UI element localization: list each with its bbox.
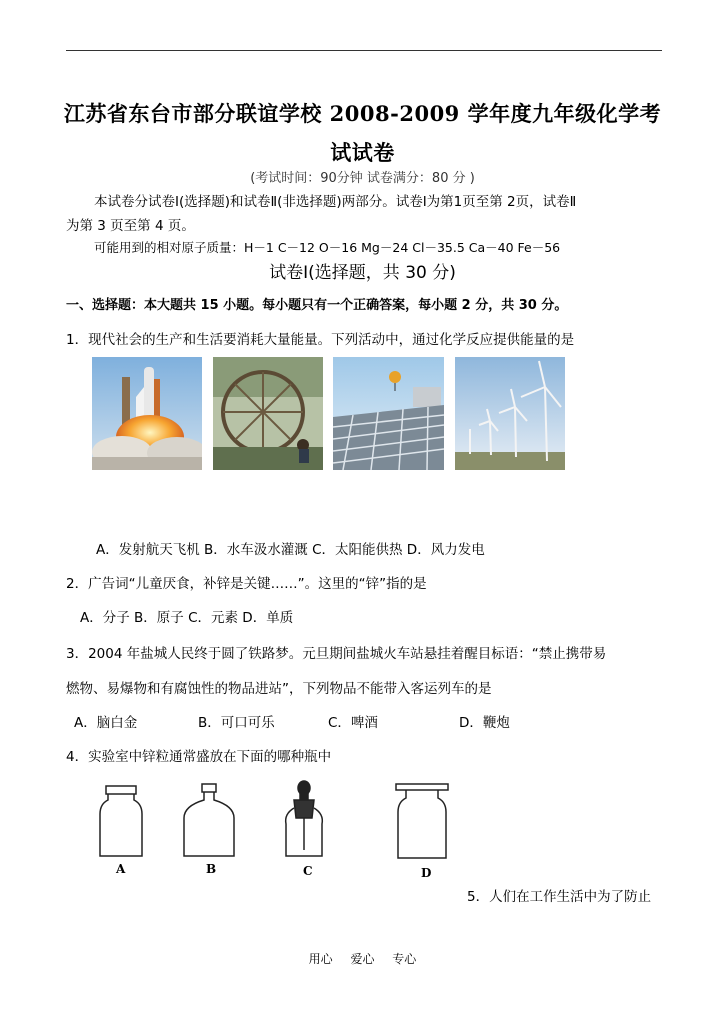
dropper-bottle-icon xyxy=(286,781,323,856)
page-footer: 用心 爱心 专心 xyxy=(308,952,417,966)
bottle-diagrams xyxy=(94,780,454,870)
atomic-masses: 可能用到的相对原子质量：H－1 C－12 O－16 Mg－24 Cl－35.5 Ca－40 Fe－56 xyxy=(94,240,561,255)
bottle-label-d: D xyxy=(421,866,432,880)
waterwheel-irrigation-image xyxy=(213,357,323,470)
intro-line2: 为第 3 页至第 4 页。 xyxy=(66,218,195,234)
narrow-mouth-bottle-icon xyxy=(184,784,234,856)
solar-heating-image xyxy=(333,357,444,470)
section1-title: 试卷Ⅰ(选择题，共 30 分) xyxy=(269,263,456,283)
bottle-label-b: B xyxy=(206,862,217,876)
gas-jar-icon xyxy=(396,784,448,858)
q3-stem-line2: 燃物、易爆物和有腐蚀性的物品进站”，下列物品不能带入客运列车的是 xyxy=(66,681,492,697)
wind-power-image xyxy=(455,357,565,470)
q4-stem: 4．实验室中锌粒通常盛放在下面的哪种瓶中 xyxy=(66,749,332,765)
bottle-label-c: C xyxy=(303,864,313,878)
exam-info: (考试时间：90分钟 试卷满分：80 分 ) xyxy=(250,171,475,186)
exam-title-line1: 江苏省东台市部分联谊学校 2008-2009 学年度九年级化学考 xyxy=(63,101,662,126)
q3-option-c: C．啤酒 xyxy=(328,715,378,731)
q3-option-b: B．可口可乐 xyxy=(198,715,275,731)
wide-mouth-bottle-icon xyxy=(100,786,142,856)
q5-stem-start: 5．人们在工作生活中为了防止 xyxy=(467,889,652,905)
section1-instructions: 一、选择题：本大题共 15 小题。每小题只有一个正确答案，每小题 2 分，共 30 分。 xyxy=(66,298,568,313)
exam-title-line2: 试试卷 xyxy=(330,140,395,165)
q3-stem-line1: 3．2004 年盐城人民终于圆了铁路梦。元旦期间盐城火车站悬挂着醒目标语：“禁止携带易 xyxy=(66,646,607,662)
q2-options: A．分子 B．原子 C．元素 D．单质 xyxy=(80,610,294,626)
q3-option-d: D．鞭炮 xyxy=(459,715,510,731)
q3-option-a: A．脑白金 xyxy=(74,715,138,731)
q1-stem: 1．现代社会的生产和生活要消耗大量能量。下列活动中，通过化学反应提供能量的是 xyxy=(66,332,575,348)
space-shuttle-launch-image xyxy=(92,357,202,470)
intro-line1: 本试卷分试卷Ⅰ(选择题)和试卷Ⅱ(非选择题)两部分。试卷Ⅰ为第1页至第 2页，试卷Ⅱ xyxy=(94,194,577,210)
q1-options: A．发射航天飞机 B．水车汲水灌溉 C．太阳能供热 D．风力发电 xyxy=(96,542,485,558)
q2-stem: 2．广告词“儿童厌食，补锌是关键……”。这里的“锌”指的是 xyxy=(66,576,427,592)
bottle-label-a: A xyxy=(116,862,126,876)
header-rule xyxy=(66,50,662,51)
